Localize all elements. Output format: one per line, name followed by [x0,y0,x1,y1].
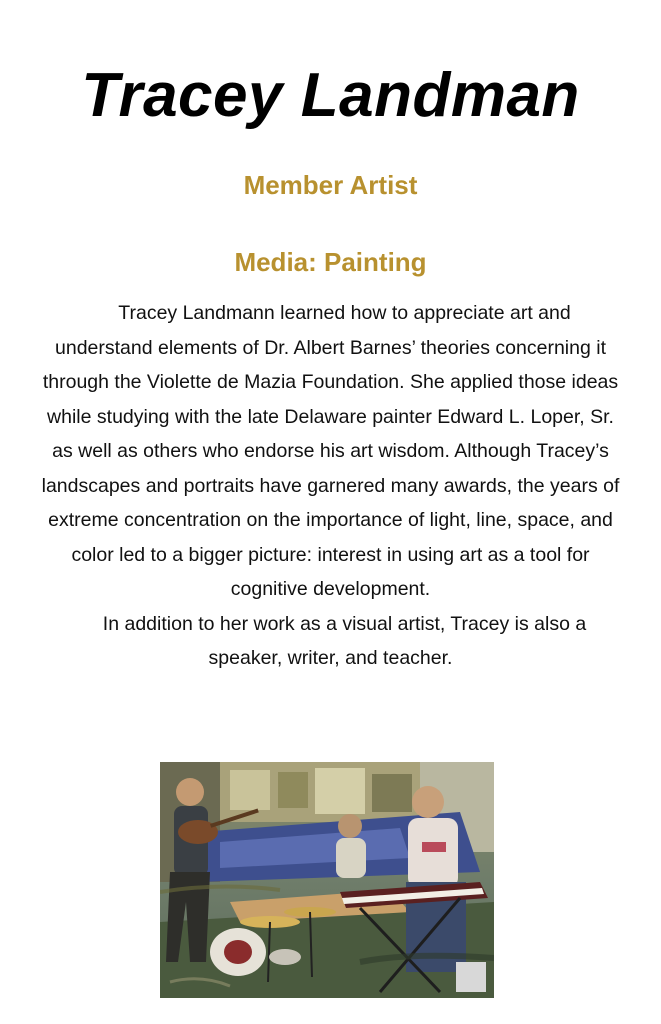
artist-name: Tracey Landman [81,61,580,130]
bio-paragraph-2: In addition to her work as a visual artist, Tracey is also a speaker, writer, and teacher. [102,612,587,669]
jazz-musicians-painting-image [160,762,494,998]
media-label: Media: Painting [234,247,427,277]
member-artist-label: Member Artist [243,170,418,200]
bio-paragraph-1: Tracey Landmann learned how to appreciate art and understand elements of Dr. Albert Barnes’ theories concerning it through the Violette de Mazia Foundation. She applied those ideas while studying with the late Delaware painter Edward L. Loper, Sr. as well as others who endorse his art wisdom. Although Tracey’s landscapes and portraits have garnered many awards, the years of extreme concentration on the importance of light, line, space, and color led to a bigger picture: interest in using art as a tool for cognitive development. [41,302,620,600]
artwork-painting [160,762,494,998]
artist-bio [40,296,621,676]
